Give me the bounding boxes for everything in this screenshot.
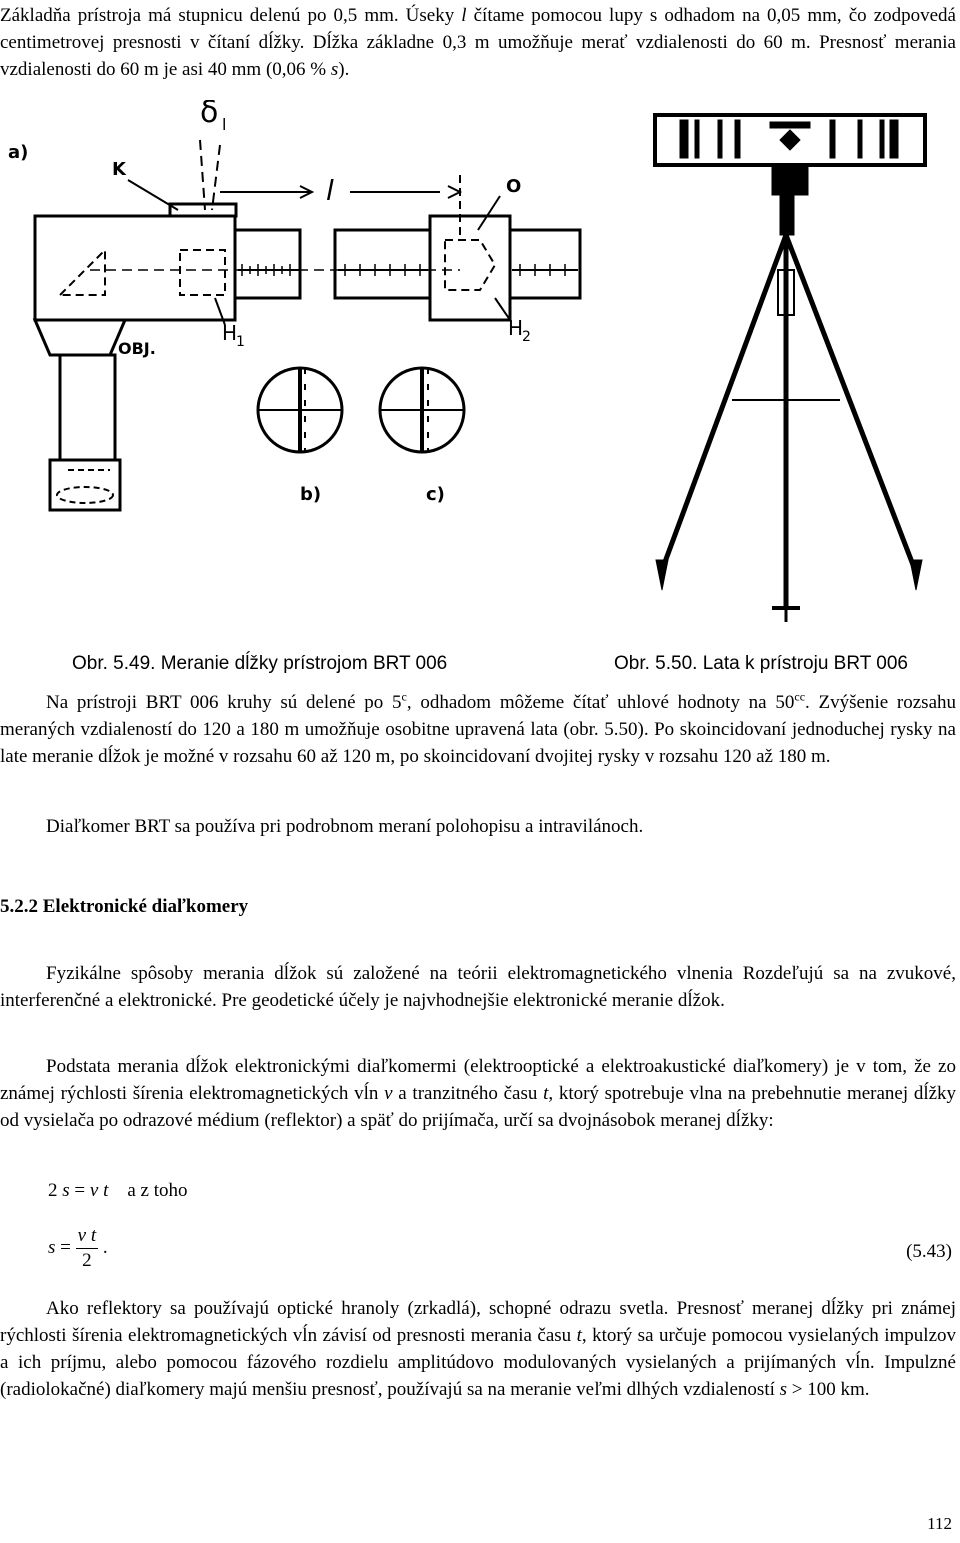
fig-label-c: c) xyxy=(426,484,445,505)
figure-brt006-schematic xyxy=(0,100,600,550)
page-number: 112 xyxy=(927,1514,952,1533)
reflectors-paragraph: Ako reflektory sa používajú optické hranoly (zrkadlá), schopné odrazu svetla. Presnosť meranej dĺžky pri známej rýchlosti šírenia elektromagnetických vĺn závisí od presnosti merania času t, ktorý sa určuje pomocou vysielaných impulzov a ich príjmu, alebo pomocou fázového rozdielu amplitúdovo modulovaných vysielaných a prijímaných vĺn. Impulzné (radiolokačné) diaľkomery majú menšiu presnosť, používajú sa na meranie veľmi dlhých vzdialeností s > 100 km. xyxy=(0,1298,956,1400)
fig-label-o: O xyxy=(506,176,522,197)
svg-text:2: 2 xyxy=(522,329,531,345)
fraction: $\frac{\text{v t}}{2}$ xyxy=(77,1225,97,1271)
intro-paragraph: Základňa prístroja má stupnicu delenú po 0,5 mm. Úseky l čítame pomocou lupy s odhadom na 0,05 mm, čo zodpovedá centimetrovej presnosti v čítaní dĺžky. Dĺžka základne 0,3 m umožňuje merať vzdialenosti do 60 m. Presnosť merania vzdialenosti do 60 m je asi 40 mm (0,06 % s). xyxy=(0,5,956,80)
fig-label-l: l xyxy=(326,174,334,207)
fig-label-k: K xyxy=(112,159,126,180)
figure-staff-tripod xyxy=(640,100,940,630)
caption-fig-5-49: Obr. 5.49. Meranie dĺžky prístrojom BRT 006 xyxy=(72,653,448,674)
var-l: l xyxy=(461,5,467,26)
principle-paragraph: Podstata merania dĺžok elektronickými diaľkomermi (elektrooptické a elektroakustické diaľkomery) je v tom, že zo známej rýchlosti šírenia elektromagnetických vĺn v a tranzitného času t, ktorý spotrebuje vlna na prebehnutie meranej dĺžky od vysielača po odrazové médium (reflektor) a späť do prijímača, určí sa dvojnásobok meranej dĺžky: xyxy=(0,1056,957,1131)
brt-paragraph: Na prístroji BRT 006 kruhy sú delené po 5$^c$, odhadom môžeme čítať uhlové hodnoty na $50^{cc}$. Zvýšenie rozsahu meraných vzdialeností do 120 a 180 m umožňuje osobitne upravená lata (obr. 5.50). Po skoincidovaní jednoduchej rysky na late meranie dĺžok je možné v rozsahu 60 až 120 m, po skoincidovaní dvojitej rysky v rozsahu 120 až 180 m. xyxy=(0,689,957,767)
caption-fig-5-50: Obr. 5.50. Lata k prístroju BRT 006 xyxy=(614,653,908,674)
fig-label-h1: H xyxy=(222,321,238,345)
svg-text:1: 1 xyxy=(236,334,245,350)
equation-number: (5.43) xyxy=(906,1241,952,1262)
fig-label-a: a) xyxy=(8,142,29,163)
fig-label-h2: H xyxy=(508,316,524,340)
formula-2s-vt: 2 s = v t a z toho xyxy=(48,1180,188,1201)
fig-label-obj: OBJ. xyxy=(118,339,156,358)
brt-usage-paragraph: Diaľkomer BRT sa používa pri podrobnom meraní polohopisu a intravilánoch. xyxy=(46,816,644,837)
physical-methods-paragraph: Fyzikálne spôsoby merania dĺžok sú založené na teórii elektromagnetického vlnenia Rozdeľujú sa na zvukové, interferenčné a elektronické. Pre geodetické účely je najvhodnejšie elektronické meranie dĺžok. xyxy=(0,963,956,1011)
var-s: s xyxy=(330,59,339,80)
svg-text:l: l xyxy=(222,115,227,134)
fig-label-delta: δ xyxy=(200,100,219,130)
formula-5-43: s = $\frac{\text{v t}}{2}$ . xyxy=(48,1225,108,1271)
section-heading: 5.2.2 Elektronické diaľkomery xyxy=(0,896,249,917)
fig-label-b: b) xyxy=(300,484,322,505)
